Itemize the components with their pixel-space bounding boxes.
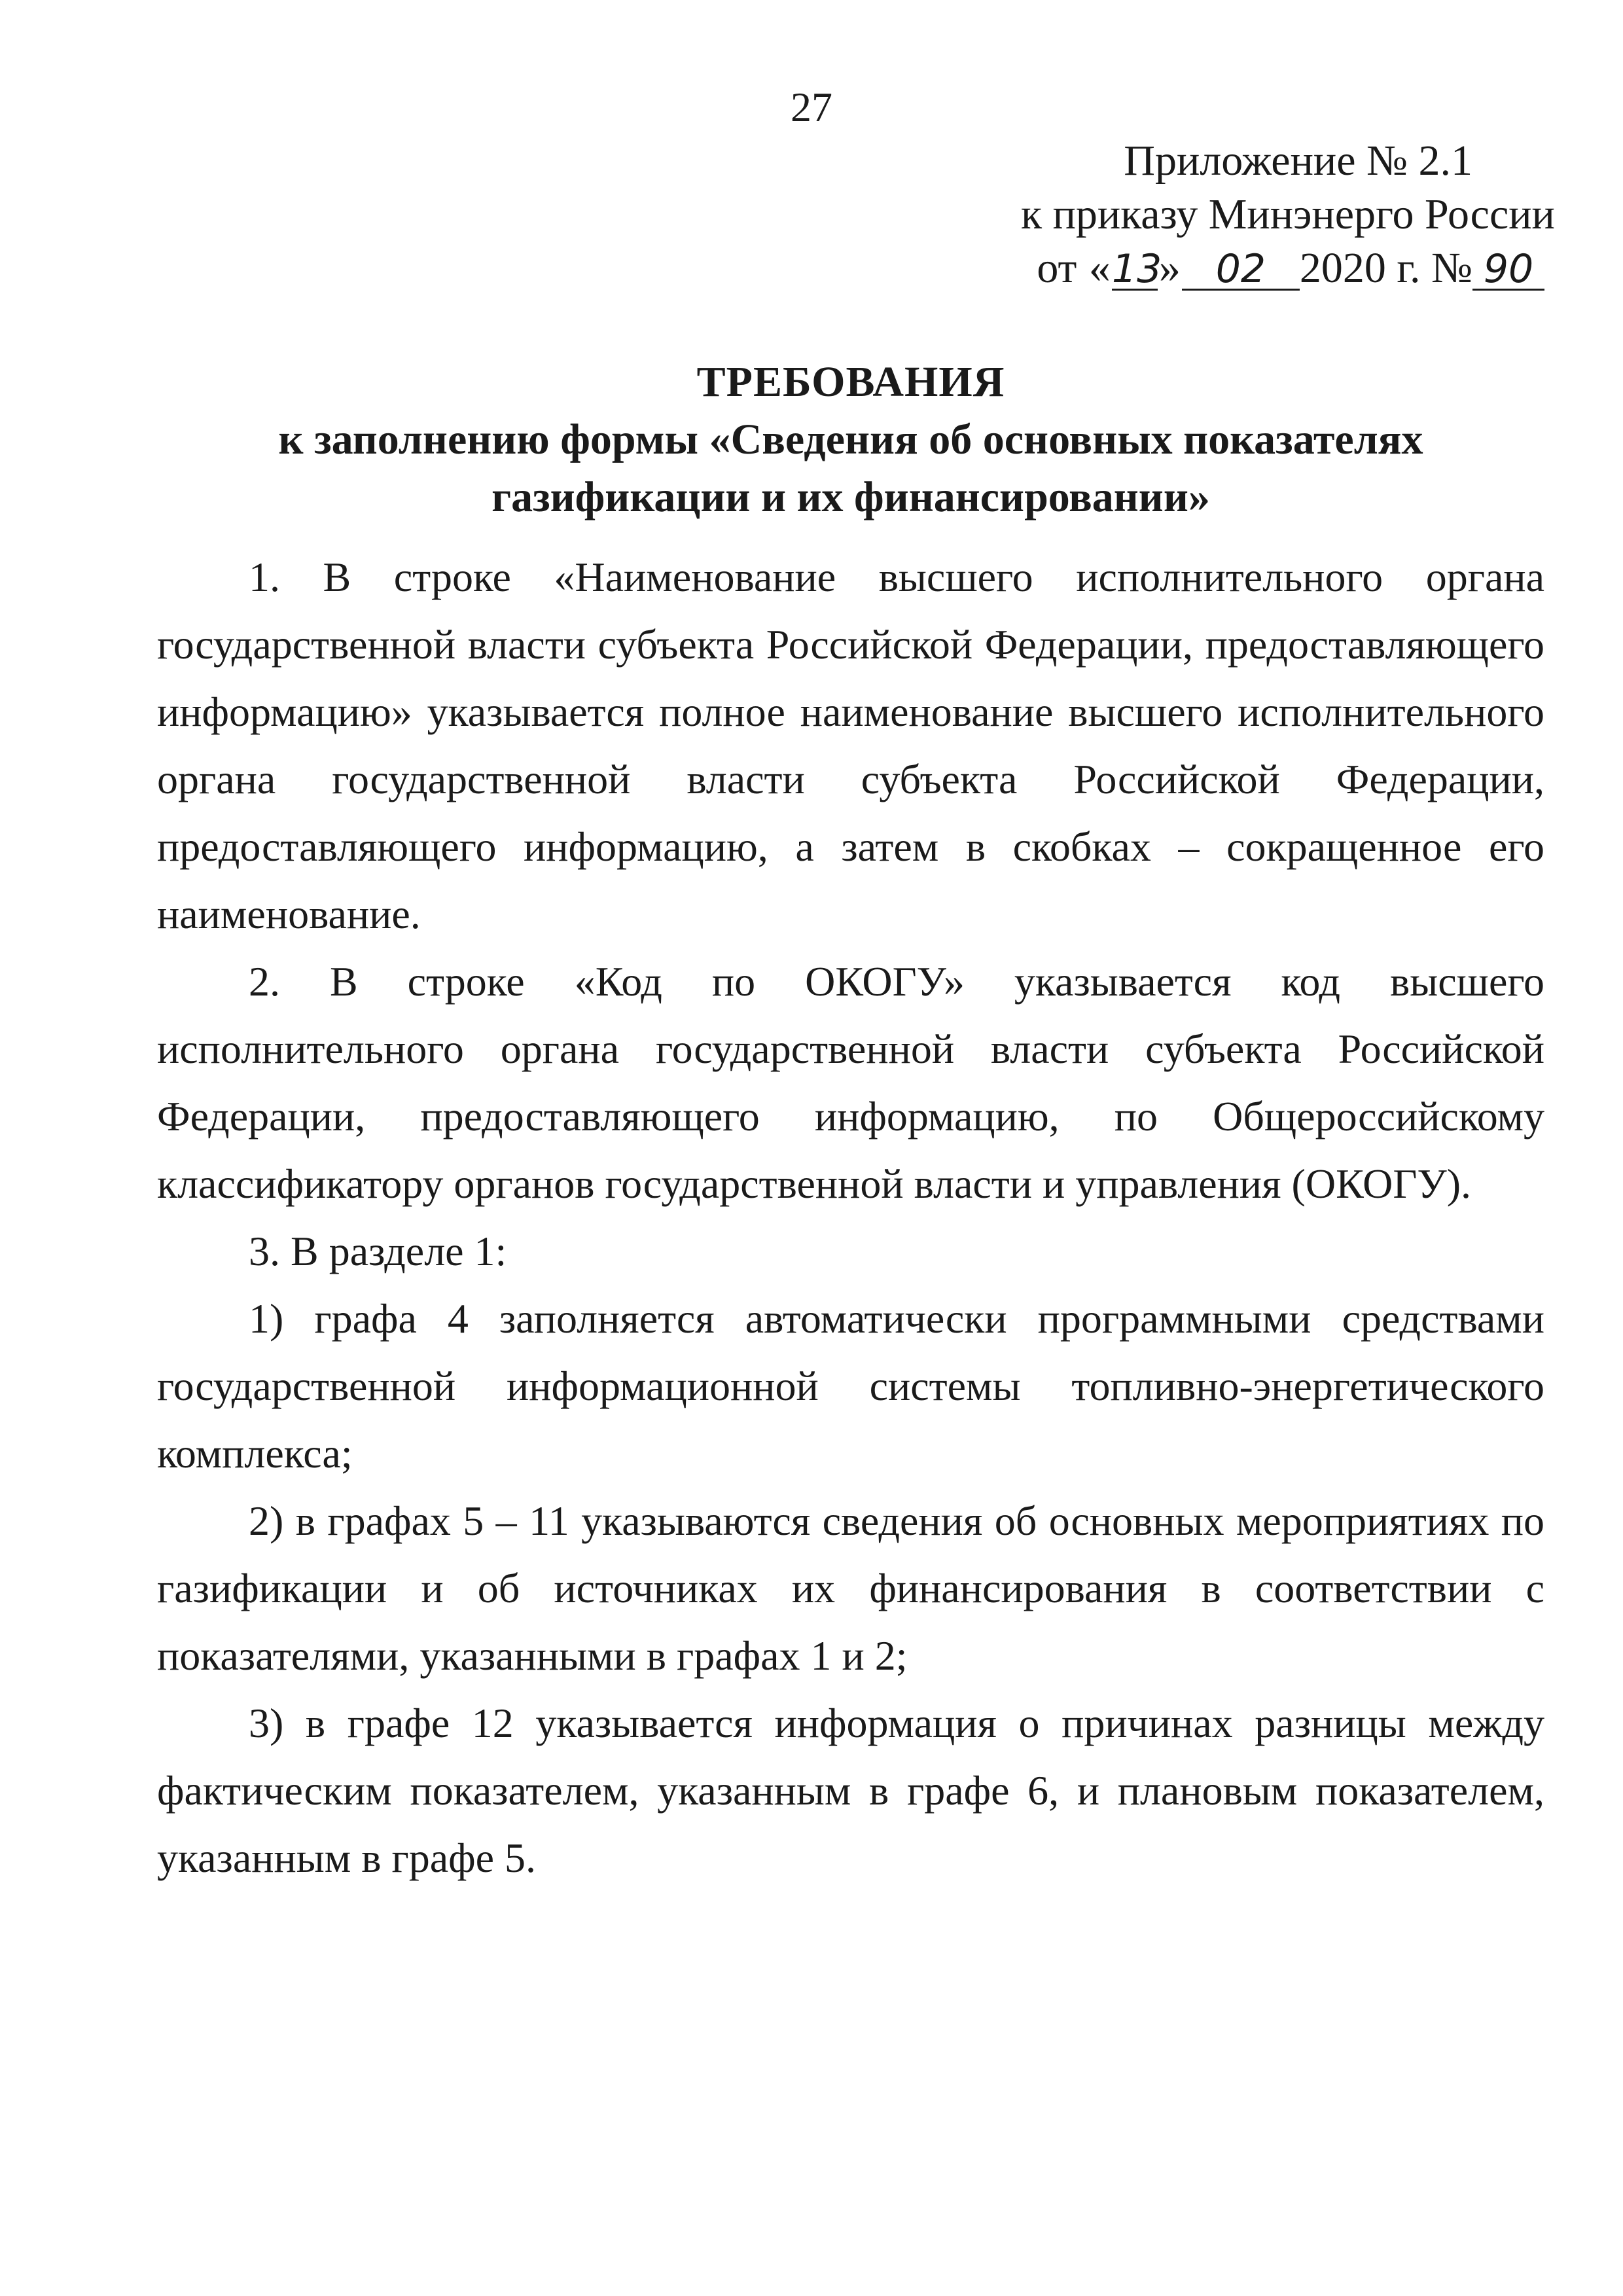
appendix-year-number-label: 2020 г. №	[1299, 244, 1472, 292]
appendix-number: Приложение № 2.1	[1124, 137, 1472, 185]
page-number: 27	[791, 84, 832, 130]
handwritten-day: 13	[1111, 246, 1162, 292]
handwritten-month: 02	[1182, 249, 1300, 291]
appendix-block	[1021, 134, 1555, 295]
appendix-date-line	[1021, 242, 1544, 295]
document-title	[157, 353, 1544, 526]
appendix-from-label: от	[1037, 244, 1077, 292]
document-body	[157, 543, 1544, 1892]
paragraph-3-item-1: 1) графа 4 заполняется автоматически программными средствами государственной информационной системы топливно-энергетического комплекса;	[157, 1295, 1544, 1477]
handwritten-order-number: 90	[1472, 249, 1544, 291]
title-subheading: к заполнению формы «Сведения об основных показателях газификации и их финансировании»	[278, 416, 1423, 521]
title-heading: ТРЕБОВАНИЯ	[696, 358, 1005, 406]
paragraph-3-item-2: 2) в графах 5 – 11 указываются сведения об основных мероприятиях по газификации и об источниках их финансирования в соответствии с показателями, указанными в графах 1 и 2;	[157, 1498, 1544, 1679]
appendix-order-ref: к приказу Минэнерго России	[1021, 190, 1555, 238]
quote-open: «	[1088, 244, 1111, 292]
paragraph-3-item-3: 3) в графе 12 указывается информация о причинах разницы между фактическим показателем, указанным в графе 6, и плановым показателем, указанным в графе 5.	[157, 1700, 1544, 1881]
paragraph-3: 3. В разделе 1:	[249, 1228, 507, 1274]
paragraph-2: 2. В строке «Код по ОКОГУ» указывается код высшего исполнительного органа государственной власти субъекта Российской Федерации, предоставляющего информацию, по Общероссийскому классификатору органов государственной власти и управления (ОКОГУ).	[157, 958, 1544, 1207]
quote-close: »	[1158, 244, 1181, 292]
paragraph-1: 1. В строке «Наименование высшего исполнительного органа государственной власти субъекта Российской Федерации, предоставляющего информацию» указывается полное наименование высшего исполнительного органа государственной власти субъекта Российской Федерации, предоставляющего информацию, а затем в скобках – сокращенное его наименование.	[157, 554, 1544, 937]
